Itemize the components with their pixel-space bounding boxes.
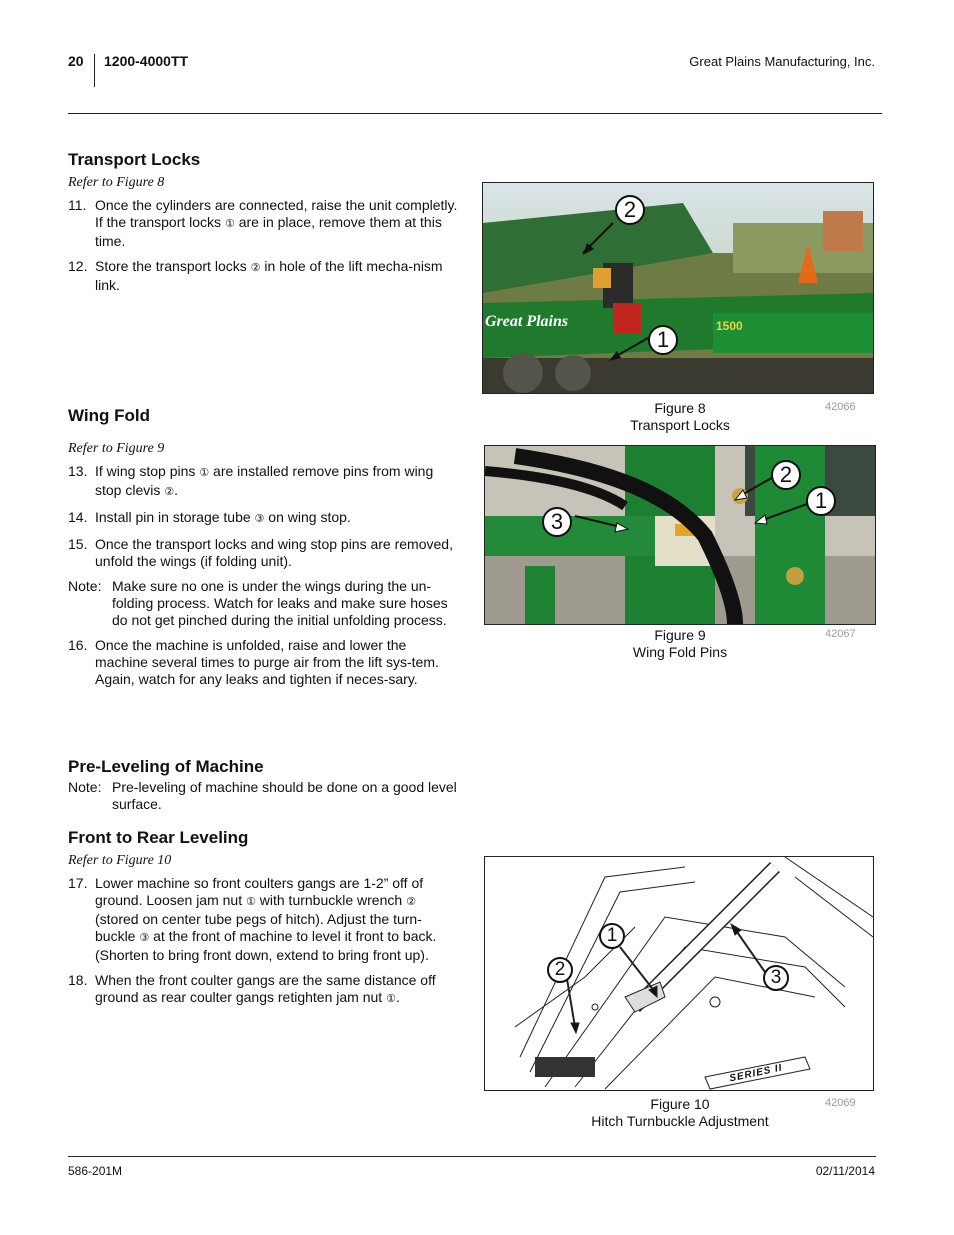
company-name: Great Plains Manufacturing, Inc. [689, 54, 875, 69]
callout-2: 2 [615, 195, 645, 225]
figure-9-photo [484, 445, 876, 625]
section-title: Pre-Leveling of Machine [68, 757, 264, 776]
step-15: 15. Once the transport locks and wing stop pins are removed, unfold the wings (if folding unit). [68, 536, 453, 569]
model-number: 1200-4000TT [104, 53, 189, 69]
callout-1: 1 [806, 486, 836, 516]
footer-rule [68, 1156, 876, 1157]
document-number: 586-201M [68, 1164, 123, 1178]
section-title: Transport Locks [68, 150, 201, 169]
figure-reference: Refer to Figure 10 [68, 853, 172, 868]
callout-symbol: ② [250, 262, 261, 274]
callout-1: 1 [599, 923, 625, 949]
section-transport-locks [68, 150, 460, 302]
section-wing-fold [68, 406, 460, 696]
section-title: Wing Fold [68, 406, 150, 425]
callout-2: 2 [771, 460, 801, 490]
callout-3: 3 [542, 507, 572, 537]
step-12: 12. Store the transport locks ② in hole of the lift mecha-nism link. [68, 258, 443, 293]
section-pre-leveling [68, 757, 460, 821]
figure-8-caption: Figure 8 Transport Locks [630, 400, 730, 433]
figure-9-id: 42067 [825, 628, 856, 640]
callout-symbol: ① [224, 218, 235, 230]
model-decal: 1500 [716, 319, 743, 333]
figure-reference: Refer to Figure 9 [68, 441, 165, 456]
section-title: Front to Rear Leveling [68, 828, 249, 847]
callout-3: 3 [763, 965, 789, 991]
page-number: 20 [68, 53, 84, 69]
figure-10-caption: Figure 10 Hitch Turnbuckle Adjustment [591, 1096, 769, 1129]
figure-10-id: 42069 [825, 1097, 856, 1109]
callout-1: 1 [648, 325, 678, 355]
figure-reference: Refer to Figure 8 [68, 175, 165, 190]
callout-2: 2 [547, 957, 573, 983]
step-16: 16. Once the machine is unfolded, raise and lower the machine several times to purge air from the lift sys-tem. Again, watch for any leaks and tighten if neces-sary. [68, 637, 439, 687]
figure-10-drawing [484, 856, 874, 1091]
figure-8-photo [482, 182, 874, 394]
series-decal: SERIES II [728, 1062, 784, 1085]
figure-8-id: 42066 [825, 401, 856, 413]
step-14: 14. Install pin in storage tube ③ on wing stop. [68, 509, 351, 525]
brand-decal: Great Plains [485, 313, 569, 330]
section-front-rear-leveling [68, 828, 460, 1016]
header-divider [94, 54, 95, 87]
step-18: 18. When the front coulter gangs are the same distance off ground as rear coulter gangs retighten jam nut ①. [68, 972, 436, 1005]
revision-date: 02/11/2014 [815, 1164, 875, 1178]
safety-note: Note: Make sure no one is under the wings during the un-folding process. Watch for leaks and make sure hoses do not get pinched during the initial unfolding process. [68, 578, 448, 628]
step-13: 13. If wing stop pins ① are installed remove pins from wing stop clevis ②. [68, 463, 434, 498]
step-11: 11. Once the cylinders are connected, raise the unit completly. If the transport locks ① are in place, remove them at this time. [68, 197, 458, 249]
figure-9-caption: Figure 9 Wing Fold Pins [632, 627, 728, 660]
header-rule [68, 113, 882, 114]
leveling-note: Note: Pre-leveling of machine should be done on a good level surface. [68, 779, 457, 812]
step-17: 17. Lower machine so front coulters gangs are 1-2” off of ground. Loosen jam nut ① with turnbuckle wrench ② (stored on center tube pegs of hitch). Adjust the turn-buckle ③ at the front of machine to level it front to back. (Shorten to bring front down, extend to bring front up). [68, 875, 437, 963]
